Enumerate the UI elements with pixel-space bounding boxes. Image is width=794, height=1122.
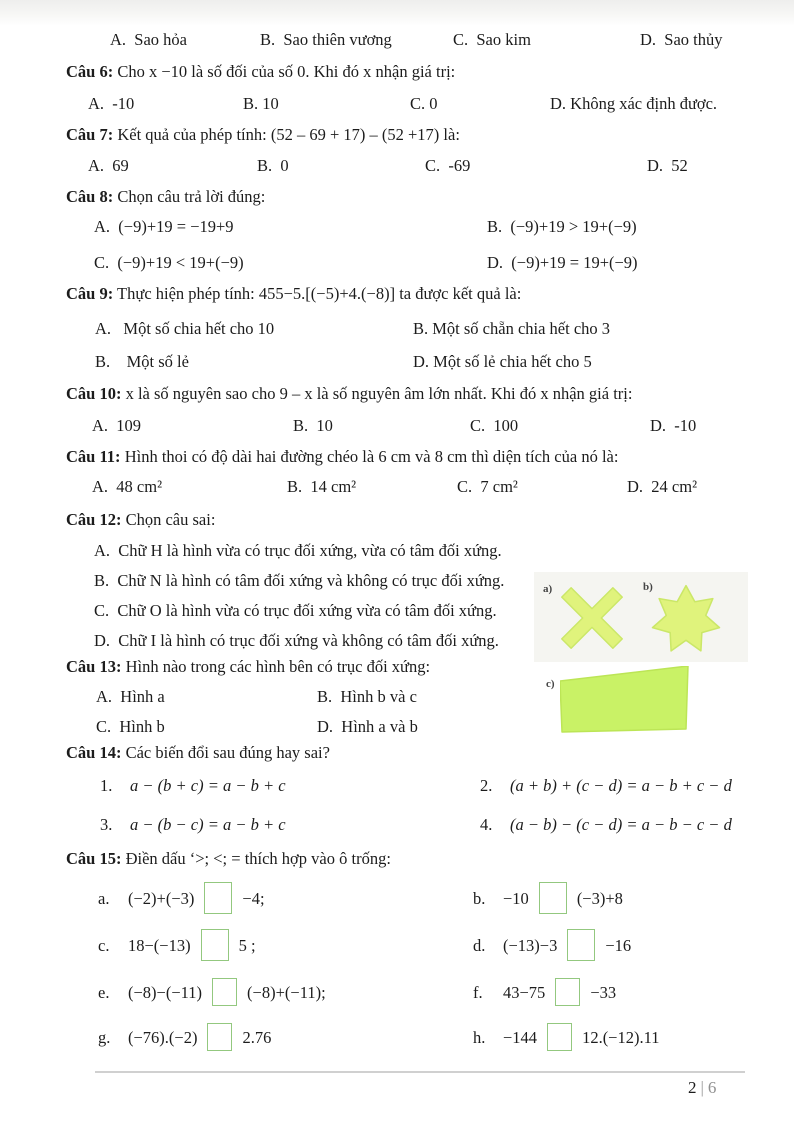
option: A. 69 xyxy=(88,156,129,175)
item-number: h. xyxy=(473,1027,486,1047)
question-7-options xyxy=(0,156,794,177)
math-expression: (a + b) + (c − d) = a − b + c − d xyxy=(510,776,732,795)
option: D. Không xác định được. xyxy=(550,94,718,113)
answer-box xyxy=(567,929,595,961)
option: B. Sao thiên vương xyxy=(260,30,392,49)
question-12-heading xyxy=(0,510,794,531)
question-text: Thực hiện phép tính: 455−5.[(−5)+4.(−8)] ta được kết quả là: xyxy=(113,284,522,303)
item-number: a. xyxy=(98,888,110,908)
question-15-row-gh xyxy=(0,1023,794,1055)
figure-a-label: a) xyxy=(543,583,553,595)
math-expression: −144 xyxy=(503,1027,538,1047)
question-text: Chọn câu sai: xyxy=(121,510,216,529)
math-expression: −33 xyxy=(590,982,617,1002)
option: D. Chữ I là hình có trục đối xứng và không có tâm đối xứng. xyxy=(94,631,499,650)
math-expression: (−2)+(−3) xyxy=(128,888,195,908)
option: B. Một số chẵn chia hết cho 3 xyxy=(413,319,611,338)
option: B. 10 xyxy=(243,94,279,113)
question-9-options-row-2 xyxy=(0,352,794,373)
question-text: x là số nguyên sao cho 9 – x là số nguyên âm lớn nhất. Khi đó x nhận giá trị: xyxy=(121,384,633,403)
question-13-options-row-1 xyxy=(0,687,794,708)
item-number: b. xyxy=(473,888,486,908)
question-15-row-ab xyxy=(0,882,794,918)
question-number: Câu 12: xyxy=(66,510,122,529)
question-10-options xyxy=(0,416,794,437)
question-9-heading xyxy=(0,284,794,305)
item-number: d. xyxy=(473,935,486,955)
math-item xyxy=(100,776,480,797)
fill-item-f xyxy=(473,978,794,1010)
answer-box xyxy=(201,929,229,961)
fill-item-g xyxy=(98,1023,473,1055)
option: D. -10 xyxy=(650,416,697,435)
option: D. Một số lẻ chia hết cho 5 xyxy=(413,352,592,371)
question-7-heading xyxy=(0,125,794,146)
question-14-items-row-1 xyxy=(0,776,794,797)
option: D. 52 xyxy=(647,156,688,175)
fill-item-h xyxy=(473,1023,794,1055)
page-separator: | xyxy=(700,1078,704,1097)
math-item xyxy=(480,815,794,836)
question-12-option-a xyxy=(0,541,794,562)
page-number xyxy=(688,1078,716,1098)
question-text: Hình thoi có độ dài hai đường chéo là 6 cm và 8 cm thì diện tích của nó là: xyxy=(120,447,619,466)
answer-box xyxy=(207,1023,232,1051)
option: D. 24 cm² xyxy=(627,477,698,496)
question-6-heading xyxy=(0,62,794,83)
option: D. Hình a và b xyxy=(317,717,418,736)
math-expression: (−8)−(−11) xyxy=(128,982,203,1002)
question-13-heading xyxy=(0,657,794,678)
option: C. 100 xyxy=(470,416,519,435)
question-text: Điền dấu ‘>; <; = thích hợp vào ô trống: xyxy=(121,849,391,868)
option: B. 14 cm² xyxy=(287,477,357,496)
question-number: Câu 14: xyxy=(66,743,122,762)
answer-box xyxy=(555,978,580,1006)
fill-item-b xyxy=(473,882,794,918)
item-number: 2. xyxy=(480,776,493,795)
question-9-options-row-1 xyxy=(0,319,794,340)
question-5-options xyxy=(0,30,794,51)
option: A. Hình a xyxy=(96,687,165,706)
option: C. Sao kim xyxy=(453,30,531,49)
cross-polygon xyxy=(562,588,622,648)
question-number: Câu 6: xyxy=(66,62,114,81)
option: B. (−9)+19 > 19+(−9) xyxy=(487,217,637,236)
math-expression: (−13)−3 xyxy=(503,935,558,955)
question-15-row-ef xyxy=(0,978,794,1010)
answer-box xyxy=(547,1023,572,1051)
math-expression: 2.76 xyxy=(242,1027,272,1047)
option: B. Một số lẻ xyxy=(95,352,189,371)
option: A. Một số chia hết cho 10 xyxy=(95,319,275,338)
option: C. 7 cm² xyxy=(457,477,518,496)
item-number: f. xyxy=(473,982,483,1002)
math-expression: 43−75 xyxy=(503,982,546,1002)
question-6-options xyxy=(0,94,794,115)
question-8-options-row-2 xyxy=(0,253,794,274)
question-text: Các biến đổi sau đúng hay sai? xyxy=(121,743,330,762)
figure-b-label: b) xyxy=(643,581,653,593)
math-expression: 18−(−13) xyxy=(128,935,191,955)
math-expression: 12.(−12).11 xyxy=(582,1027,660,1047)
fill-item-d xyxy=(473,929,794,965)
math-expression: (−76).(−2) xyxy=(128,1027,198,1047)
option: A. (−9)+19 = −19+9 xyxy=(94,217,234,236)
math-expression: (−8)+(−11); xyxy=(247,982,326,1002)
question-10-heading xyxy=(0,384,794,405)
option: D. Sao thủy xyxy=(640,30,723,49)
option: A. 109 xyxy=(92,416,142,435)
question-14-items-row-2 xyxy=(0,815,794,836)
item-number: 4. xyxy=(480,815,493,834)
question-number: Câu 7: xyxy=(66,125,114,144)
question-8-heading xyxy=(0,187,794,208)
option: A. 48 cm² xyxy=(92,477,163,496)
question-11-options xyxy=(0,477,794,498)
option: C. 0 xyxy=(410,94,438,113)
option: D. (−9)+19 = 19+(−9) xyxy=(487,253,638,272)
footer-divider xyxy=(95,1071,745,1073)
option: C. Chữ O là hình vừa có trục đối xứng vừa có tâm đối xứng. xyxy=(94,601,497,620)
math-item xyxy=(480,776,794,797)
question-8-options-row-1 xyxy=(0,217,794,238)
math-expression: a − (b + c) = a − b + c xyxy=(130,776,286,795)
option: C. (−9)+19 < 19+(−9) xyxy=(94,253,244,272)
math-expression: −4; xyxy=(242,888,265,908)
question-number: Câu 10: xyxy=(66,384,122,403)
answer-box xyxy=(212,978,237,1006)
math-expression: (−3)+8 xyxy=(576,888,623,908)
item-number: 3. xyxy=(100,815,113,834)
fill-item-e xyxy=(98,978,473,1010)
math-expression: −10 xyxy=(503,888,529,908)
current-page: 2 xyxy=(688,1078,697,1097)
question-number: Câu 13: xyxy=(66,657,122,676)
item-number: 1. xyxy=(100,776,113,795)
question-number: Câu 9: xyxy=(66,284,114,303)
fill-item-c xyxy=(98,929,473,965)
question-text: Cho x −10 là số đối của số 0. Khi đó x nhận giá trị: xyxy=(113,62,456,81)
item-number: c. xyxy=(98,935,110,955)
answer-box xyxy=(204,882,232,914)
question-text: Kết quả của phép tính: (52 – 69 + 17) – (52 +17) là: xyxy=(113,125,460,144)
answer-box xyxy=(539,882,567,914)
option: B. Hình b và c xyxy=(317,687,417,706)
star-polygon xyxy=(653,586,720,651)
option: A. Sao hỏa xyxy=(110,30,187,49)
shape-cross xyxy=(556,580,628,656)
question-15-heading xyxy=(0,849,794,870)
question-number: Câu 11: xyxy=(66,447,121,466)
fill-item-a xyxy=(98,882,473,918)
shape-star xyxy=(647,578,725,662)
question-text: Hình nào trong các hình bên có trục đối xứng: xyxy=(121,657,431,676)
question-number: Câu 15: xyxy=(66,849,122,868)
item-number: e. xyxy=(98,982,110,1002)
question-number: Câu 8: xyxy=(66,187,114,206)
option: A. -10 xyxy=(88,94,135,113)
math-expression: (a − b) − (c − d) = a − b − c − d xyxy=(510,815,732,834)
question-text: Chọn câu trả lời đúng: xyxy=(113,187,266,206)
item-number: g. xyxy=(98,1027,111,1047)
total-pages: 6 xyxy=(707,1078,717,1097)
option: C. -69 xyxy=(425,156,471,175)
math-expression: −16 xyxy=(605,935,632,955)
question-14-heading xyxy=(0,743,794,764)
math-expression: 5 ; xyxy=(238,935,256,955)
option: B. 10 xyxy=(293,416,333,435)
option: A. Chữ H là hình vừa có trục đối xứng, vừa có tâm đối xứng. xyxy=(94,541,502,560)
option: C. Hình b xyxy=(96,717,165,736)
scan-artifact-band xyxy=(0,0,794,26)
option: B. Chữ N là hình có tâm đối xứng và không có trục đối xứng. xyxy=(94,571,505,590)
question-15-row-cd xyxy=(0,929,794,965)
math-expression: a − (b − c) = a − b + c xyxy=(130,815,286,834)
option: B. 0 xyxy=(257,156,289,175)
figure-c-label: c) xyxy=(546,678,555,690)
question-13-options-row-2 xyxy=(0,717,794,738)
question-11-heading xyxy=(0,447,794,468)
math-item xyxy=(100,815,480,836)
